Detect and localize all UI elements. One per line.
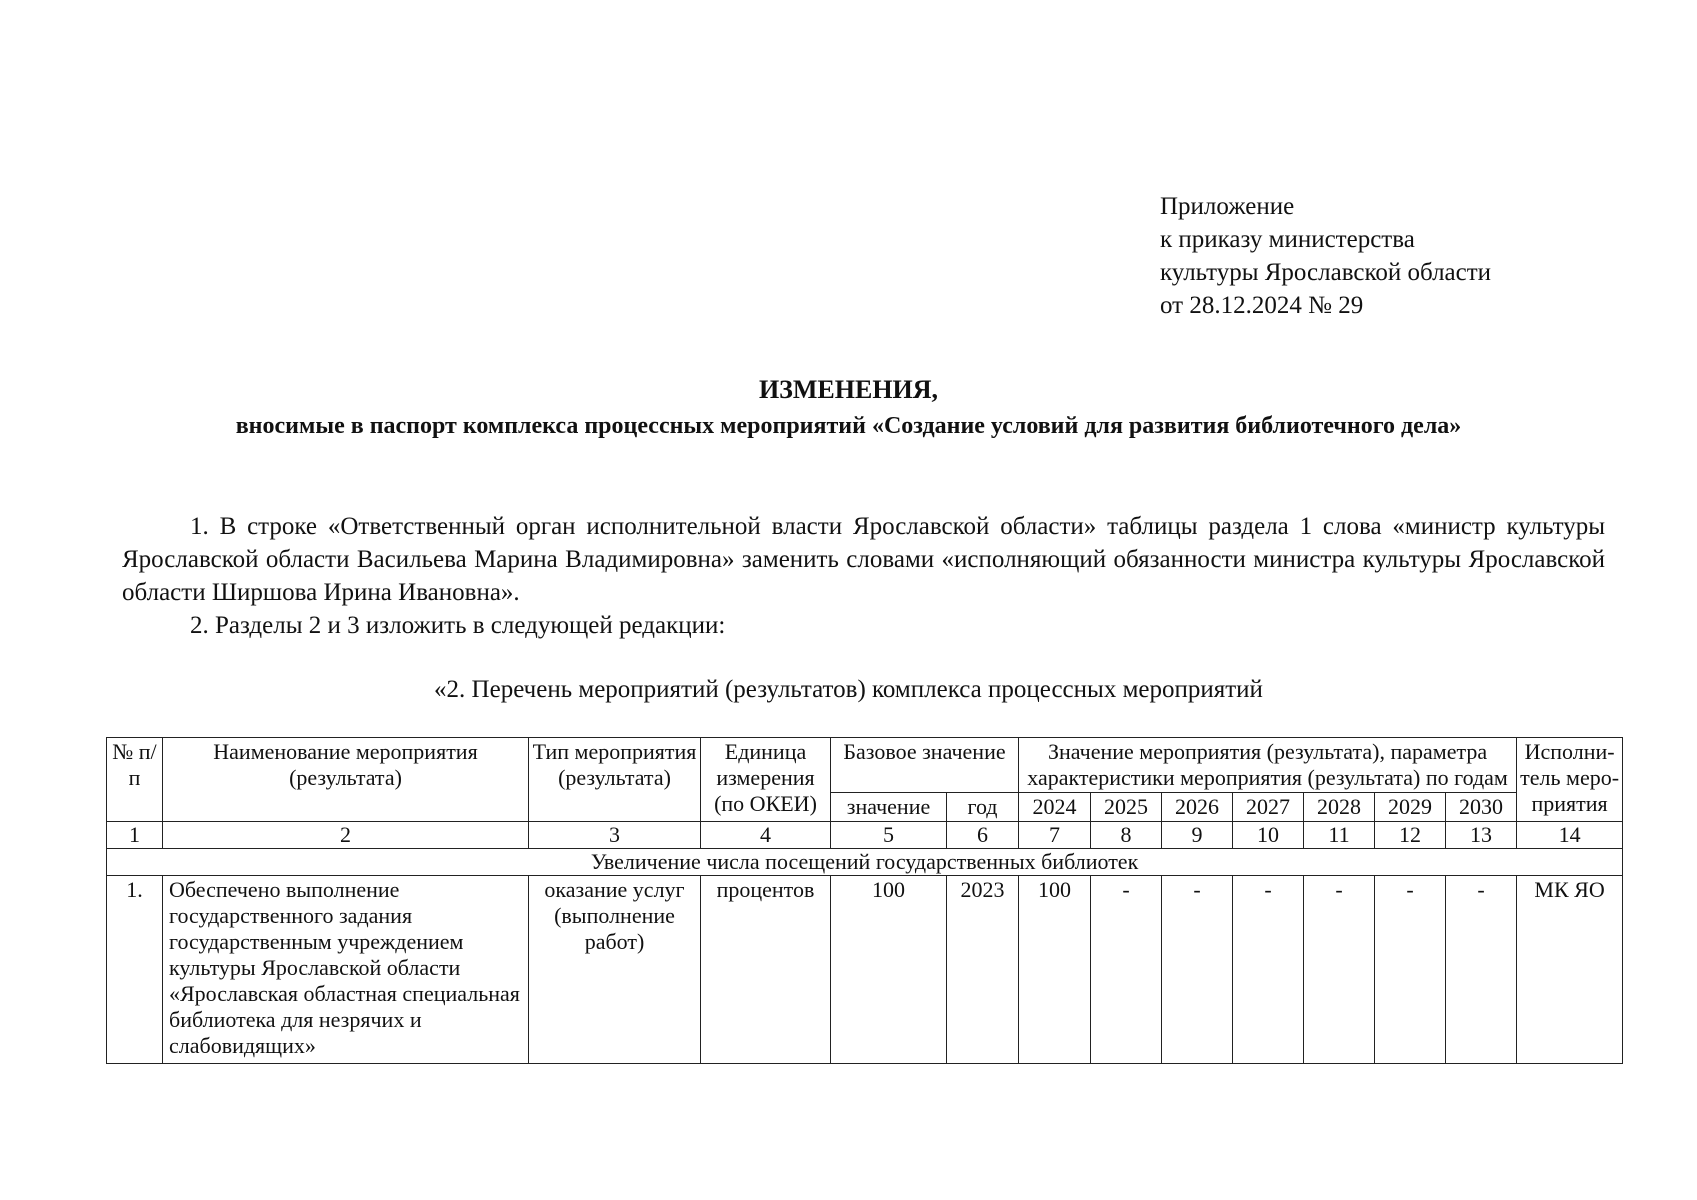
header-base: Базовое значение bbox=[831, 738, 1019, 793]
appendix-line: Приложение bbox=[1160, 193, 1295, 220]
row-base-year: 2023 bbox=[947, 876, 1019, 1064]
row-value: - bbox=[1304, 876, 1375, 1064]
column-number: 5 bbox=[831, 822, 947, 849]
column-number: 3 bbox=[529, 822, 701, 849]
header-year: 2030 bbox=[1446, 793, 1517, 822]
column-number: 6 bbox=[947, 822, 1019, 849]
row-value: 100 bbox=[1019, 876, 1091, 1064]
paragraph-2: 2. Разделы 2 и 3 изложить в следующей редакции: bbox=[190, 612, 726, 639]
header-type: Тип мероприятия (результата) bbox=[529, 738, 701, 822]
header-name: Наименование мероприятия (результата) bbox=[163, 738, 529, 822]
table-header-row bbox=[107, 738, 1623, 793]
header-executor: Исполни-тель меро-приятия bbox=[1517, 738, 1623, 822]
document-subtitle: вносимые в паспорт комплекса процессных мероприятий «Создание условий для развития библиотечного дела» bbox=[235, 413, 1462, 439]
column-number: 9 bbox=[1162, 822, 1233, 849]
row-value: - bbox=[1375, 876, 1446, 1064]
row-type: оказание услуг (выполнение работ) bbox=[529, 876, 701, 1064]
header-year: 2029 bbox=[1375, 793, 1446, 822]
row-name: Обеспечено выполнение государственного задания государственным учреждением культуры Ярославской области «Ярославская областная специальная библиотека для незрячих и слабовидящих» bbox=[163, 876, 529, 1064]
paragraph-1: 1. В строке «Ответственный орган исполнительной власти Ярославской области» таблицы раздела 1 слова «министр культуры Ярославской области Васильева Марина Владимировна» заменить словами «исполняющий обязанности министра культуры Ярославской области Ширшова Ирина Ивановна». bbox=[122, 513, 1605, 606]
appendix-line: от 28.12.2024 № 29 bbox=[1160, 292, 1364, 319]
header-year: 2026 bbox=[1162, 793, 1233, 822]
events-table bbox=[106, 737, 1623, 1064]
row-value: - bbox=[1446, 876, 1517, 1064]
document-body bbox=[122, 510, 1605, 642]
appendix-line: к приказу министерства bbox=[1160, 226, 1415, 253]
row-unit: процентов bbox=[701, 876, 831, 1064]
header-values: Значение мероприятия (результата), параметра характеристики мероприятия (результата) по годам bbox=[1019, 738, 1517, 793]
row-value: - bbox=[1162, 876, 1233, 1064]
column-number: 2 bbox=[163, 822, 529, 849]
appendix-line: культуры Ярославской области bbox=[1160, 259, 1492, 286]
header-base-value: значение bbox=[831, 793, 947, 822]
column-number: 14 bbox=[1517, 822, 1623, 849]
group-title: Увеличение числа посещений государственных библиотек bbox=[107, 849, 1623, 876]
column-number: 1 bbox=[107, 822, 163, 849]
column-number: 8 bbox=[1091, 822, 1162, 849]
row-base-value: 100 bbox=[831, 876, 947, 1064]
row-executor: МК ЯО bbox=[1517, 876, 1623, 1064]
section-heading: «2. Перечень мероприятий (результатов) комплекса процессных мероприятий bbox=[434, 676, 1263, 703]
column-number: 11 bbox=[1304, 822, 1375, 849]
header-unit: Единица измерения (по ОКЕИ) bbox=[701, 738, 831, 822]
header-year: 2024 bbox=[1019, 793, 1091, 822]
column-number: 7 bbox=[1019, 822, 1091, 849]
column-number: 13 bbox=[1446, 822, 1517, 849]
column-number: 10 bbox=[1233, 822, 1304, 849]
row-value: - bbox=[1233, 876, 1304, 1064]
row-value: - bbox=[1091, 876, 1162, 1064]
row-num: 1. bbox=[107, 876, 163, 1064]
appendix-block bbox=[1160, 190, 1491, 322]
column-number: 4 bbox=[701, 822, 831, 849]
header-num: № п/п bbox=[107, 738, 163, 822]
document-title: ИЗМЕНЕНИЯ, bbox=[758, 375, 939, 404]
header-year: 2027 bbox=[1233, 793, 1304, 822]
column-number: 12 bbox=[1375, 822, 1446, 849]
table-row bbox=[107, 876, 1623, 1064]
header-year: 2028 bbox=[1304, 793, 1375, 822]
column-numbers-row bbox=[107, 822, 1623, 849]
header-base-year: год bbox=[947, 793, 1019, 822]
group-title-row bbox=[107, 849, 1623, 876]
header-year: 2025 bbox=[1091, 793, 1162, 822]
